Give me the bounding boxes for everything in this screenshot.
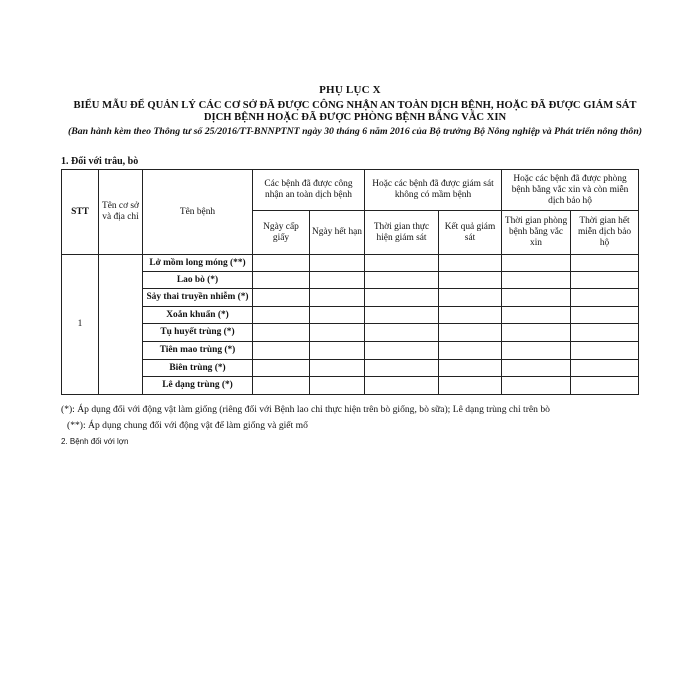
section-1-title: 1. Đối với trâu, bò: [61, 156, 139, 167]
empty-cell: [439, 324, 502, 342]
empty-cell: [571, 377, 639, 395]
table-row: [62, 360, 639, 377]
empty-cell: [253, 324, 310, 342]
disease-cell: Sảy thai truyền nhiễm (*): [143, 289, 253, 307]
header-group-vaccinated: Hoặc các bệnh đã được phòng bệnh bằng vắc xin và còn miễn dịch bảo hộ: [502, 170, 639, 211]
table-row: [62, 272, 639, 289]
header-monitoring-time: Thời gian thực hiện giám sát: [365, 211, 439, 255]
table-row: [62, 289, 639, 307]
empty-cell: [253, 360, 310, 377]
header-disease: Tên bệnh: [143, 170, 253, 255]
empty-cell: [310, 272, 365, 289]
header-vaccination-time: Thời gian phòng bệnh bằng vắc xin: [502, 211, 571, 255]
footnote-single-asterisk: (*): Áp dụng đối với động vật làm giống (riêng đối với Bệnh lao chỉ thực hiện trên bò giống, bò sữa); Lê dạng trùng chỉ trên bò: [61, 404, 550, 415]
empty-cell: [365, 272, 439, 289]
table-row: [62, 307, 639, 324]
facility-cell: [99, 255, 143, 395]
table-row: [62, 255, 639, 272]
empty-cell: [502, 307, 571, 324]
footnote-double-asterisk: (**): Áp dụng chung đối với động vật để làm giống và giết mổ: [67, 420, 308, 431]
empty-cell: [502, 255, 571, 272]
header-group-recognized: Các bệnh đã được công nhận an toàn dịch bệnh: [253, 170, 365, 211]
empty-cell: [253, 342, 310, 360]
disease-management-table: [61, 169, 639, 395]
empty-cell: [365, 255, 439, 272]
header-group-monitored: Hoặc các bệnh đã được giám sát không có mầm bệnh: [365, 170, 502, 211]
empty-cell: [365, 342, 439, 360]
empty-cell: [502, 289, 571, 307]
empty-cell: [365, 377, 439, 395]
empty-cell: [310, 342, 365, 360]
header-immunity-expiry: Thời gian hết miễn dịch bảo hộ: [571, 211, 639, 255]
header-monitoring-result: Kết quả giám sát: [439, 211, 502, 255]
form-heading: BIỂU MẪU ĐỂ QUẢN LÝ CÁC CƠ SỞ ĐÃ ĐƯỢC CÔNG NHẬN AN TOÀN DỊCH BỆNH, HOẶC ĐÃ ĐƯỢC GIÁM SÁT DỊCH BỆNH HOẶC ĐÃ ĐƯỢC PHÒNG BỆNH BẰNG VẮC XIN: [73, 100, 637, 124]
empty-cell: [571, 307, 639, 324]
disease-cell: Xoắn khuẩn (*): [143, 307, 253, 324]
empty-cell: [502, 377, 571, 395]
issued-by-note: (Ban hành kèm theo Thông tư số 25/2016/TT-BNNPTNT ngày 30 tháng 6 năm 2016 của Bộ trưởng Bộ Nông nghiệp và Phát triển nông thôn): [67, 126, 643, 137]
header-facility: Tên cơ sở và địa chỉ: [99, 170, 143, 255]
empty-cell: [439, 255, 502, 272]
empty-cell: [439, 272, 502, 289]
empty-cell: [310, 289, 365, 307]
stt-cell: 1: [62, 255, 99, 395]
empty-cell: [502, 324, 571, 342]
empty-cell: [253, 289, 310, 307]
empty-cell: [365, 324, 439, 342]
empty-cell: [502, 272, 571, 289]
table-header-row-1: [62, 170, 639, 211]
empty-cell: [571, 272, 639, 289]
header-expiry-date: Ngày hết hạn: [310, 211, 365, 255]
disease-cell: Tụ huyết trùng (*): [143, 324, 253, 342]
empty-cell: [439, 377, 502, 395]
appendix-title: PHỤ LỤC X: [319, 84, 381, 96]
empty-cell: [439, 360, 502, 377]
empty-cell: [439, 307, 502, 324]
header-issue-date: Ngày cấp giấy: [253, 211, 310, 255]
disease-cell: Tiên mao trùng (*): [143, 342, 253, 360]
empty-cell: [439, 342, 502, 360]
table-row: [62, 324, 639, 342]
empty-cell: [571, 289, 639, 307]
empty-cell: [365, 360, 439, 377]
empty-cell: [571, 360, 639, 377]
empty-cell: [310, 255, 365, 272]
table-row: [62, 377, 639, 395]
empty-cell: [310, 360, 365, 377]
disease-cell: Lở mồm long móng (**): [143, 255, 253, 272]
empty-cell: [253, 272, 310, 289]
empty-cell: [253, 307, 310, 324]
empty-cell: [253, 377, 310, 395]
empty-cell: [571, 324, 639, 342]
disease-cell: Lao bò (*): [143, 272, 253, 289]
empty-cell: [365, 307, 439, 324]
empty-cell: [365, 289, 439, 307]
empty-cell: [310, 377, 365, 395]
empty-cell: [310, 324, 365, 342]
disease-cell: Biên trùng (*): [143, 360, 253, 377]
disease-cell: Lê dạng trùng (*): [143, 377, 253, 395]
empty-cell: [502, 342, 571, 360]
empty-cell: [253, 255, 310, 272]
section-2-title: 2. Bệnh đối với lợn: [61, 437, 129, 446]
empty-cell: [571, 255, 639, 272]
empty-cell: [310, 307, 365, 324]
table-row: [62, 342, 639, 360]
header-stt: STT: [62, 170, 99, 255]
empty-cell: [571, 342, 639, 360]
empty-cell: [439, 289, 502, 307]
empty-cell: [502, 360, 571, 377]
